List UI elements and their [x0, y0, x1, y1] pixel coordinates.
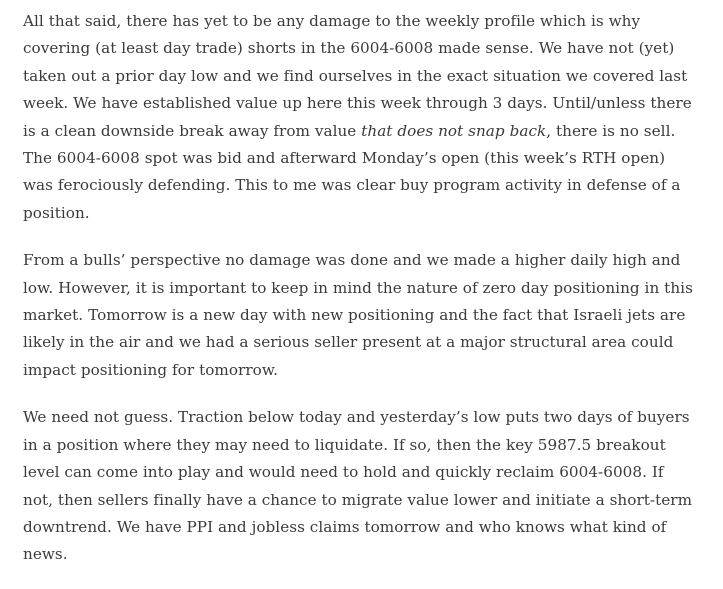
- paragraph-text: All that said, there has yet to be any damage to the weekly profile which is why covering (at least day trade) shorts in the 6004-6008 made sense. We have not (yet) taken out a prior day low and we find ourselves in the exact situation we covered last week. We have established value up here this week through 3 days. Until/unless there is a clean downside break away from value: [23, 12, 692, 140]
- emphasis-text: that does not snap back: [361, 121, 547, 140]
- article-body: [23, 8, 695, 589]
- paragraph: We need not guess. Traction below today and yesterday’s low puts two days of buyers in a position where they may need to liquidate. If so, then the key 5987.5 breakout level can come into play and would need to hold and quickly reclaim 6004-6008. If not, then sellers finally have a chance to migrate value lower and initiate a short-term downtrend. We have PPI and jobless claims tomorrow and who knows what kind of news.: [23, 408, 693, 564]
- paragraph-text: , there is no sell. The 6004-6008 spot was bid and afterward Monday’s open (this week’s RTH open) was ferociously defending. This to me was clear buy program activity in defense of a position.: [23, 121, 681, 222]
- paragraph: [23, 8, 695, 227]
- paragraph: From a bulls’ perspective no damage was done and we made a higher daily high and low. However, it is important to keep in mind the nature of zero day positioning in this market. Tomorrow is a new day with new positioning and the fact that Israeli jets are likely in the air and we had a serious seller present at a major structural area could impact positioning for tomorrow.: [23, 251, 693, 379]
